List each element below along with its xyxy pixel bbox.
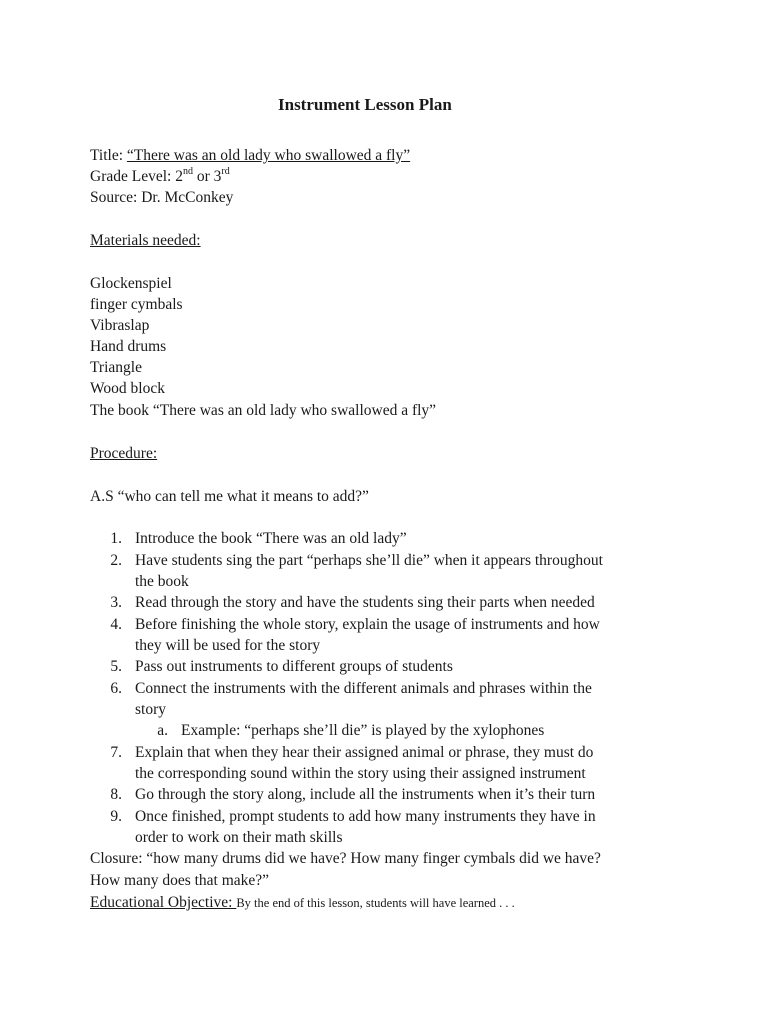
grade-sup-nd: nd (182, 165, 193, 177)
material-item: Triangle (90, 359, 142, 376)
step-text-continued: they will be used for the story (135, 637, 321, 654)
step-text: Go through the story along, include all the instruments when it’s their turn (135, 786, 596, 803)
step-text: Once finished, prompt students to add how many instruments they have in (135, 808, 596, 825)
materials-heading: Materials needed: (90, 232, 201, 249)
step-number: 1. (110, 530, 122, 547)
source-line: Source: Dr. McConkey (90, 189, 234, 206)
objective-label: Educational Objective: (90, 894, 237, 911)
step-text-continued: story (135, 701, 166, 718)
material-item: Hand drums (90, 338, 167, 355)
procedure-heading: Procedure: (90, 445, 158, 462)
step-text: Introduce the book “There was an old lady” (135, 530, 407, 547)
step-number: 5. (110, 658, 122, 675)
grade-level-line (90, 166, 230, 187)
step-text: Connect the instruments with the different animals and phrases within the (135, 680, 592, 697)
anticipatory-set: A.S “who can tell me what it means to add?” (90, 488, 369, 505)
step-text-continued: the corresponding sound within the story using their assigned instrument (135, 765, 586, 782)
educational-objective (90, 892, 515, 914)
material-item: The book “There was an old lady who swallowed a fly” (90, 402, 437, 419)
material-item: Vibraslap (90, 317, 150, 334)
step-text: Explain that when they hear their assigned animal or phrase, they must do (135, 744, 594, 761)
page-title: Instrument Lesson Plan (278, 95, 452, 114)
step-number: 8. (110, 786, 122, 803)
step-text: Read through the story and have the students sing their parts when needed (135, 594, 595, 611)
step-text-continued: the book (135, 573, 189, 590)
grade-label: Grade Level: 2 (90, 168, 183, 185)
title-line (90, 145, 410, 166)
grade-mid: or 3 (192, 168, 222, 185)
material-item: finger cymbals (90, 296, 183, 313)
step-text: Pass out instruments to different groups of students (135, 658, 453, 675)
step-number: 6. (110, 680, 122, 697)
step-text: Before finishing the whole story, explain the usage of instruments and how (135, 616, 600, 633)
step-number: 2. (110, 552, 122, 569)
step-text-continued: order to work on their math skills (135, 829, 343, 846)
closure-line: Closure: “how many drums did we have? How many finger cymbals did we have? (90, 850, 601, 867)
closure-line: How many does that make?” (90, 872, 270, 889)
title-label: Title: (90, 147, 127, 164)
step-number: 4. (110, 616, 122, 633)
step-number: a. (157, 722, 168, 739)
step-number: 9. (110, 808, 122, 825)
step-text: Example: “perhaps she’ll die” is played by the xylophones (181, 722, 545, 739)
material-item: Glockenspiel (90, 275, 172, 292)
objective-text: By the end of this lesson, students will have learned . . . (236, 896, 515, 910)
step-number: 7. (110, 744, 122, 761)
step-number: 3. (110, 594, 122, 611)
step-text: Have students sing the part “perhaps she’ll die” when it appears throughout (135, 552, 603, 569)
grade-sup-rd: rd (221, 165, 230, 177)
material-item: Wood block (90, 380, 165, 397)
lesson-title: “There was an old lady who swallowed a fly” (126, 147, 411, 164)
